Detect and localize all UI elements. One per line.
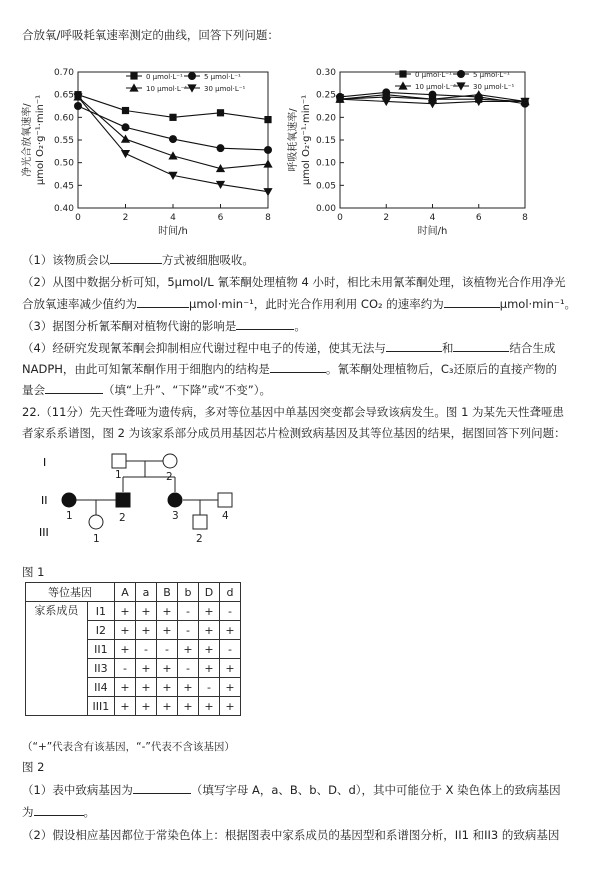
q4-text-d: NADPH，由此可知氰苯酮作用于细胞内的结构是 [22, 362, 270, 376]
q1-text-a: （1）该物质会以 [22, 253, 110, 267]
gene-cell: + [157, 697, 178, 716]
q3-text-a: （3）据图分析氰苯酮对植物代谢的影响是 [22, 319, 237, 333]
generation-label: II [41, 494, 48, 507]
question-3 [22, 318, 306, 333]
gene-cell: - [220, 640, 241, 659]
column-header: b [178, 583, 199, 602]
gene-cell: - [115, 659, 136, 678]
y-tick-label: 0.45 [53, 181, 74, 192]
x-axis-label: 时间/h [417, 226, 448, 237]
y-tick-label: 0.60 [53, 113, 74, 124]
gene-cell: + [136, 621, 157, 640]
question-1 [22, 252, 254, 267]
x-tick-label: 0 [337, 213, 343, 223]
gene-cell: + [136, 697, 157, 716]
gene-cell: + [199, 640, 220, 659]
x-tick-label: 2 [122, 213, 129, 223]
data-point [169, 135, 177, 143]
y-tick-label: 0.50 [53, 158, 74, 169]
gene-cell: + [178, 697, 199, 716]
y-tick-label: 0.65 [53, 90, 74, 101]
column-header: a [136, 583, 157, 602]
gene-cell: + [115, 602, 136, 621]
member-cell: I2 [87, 621, 114, 640]
q4-text-c: 结合生成 [509, 341, 556, 355]
table-note: （“+”代表含有该基因，“-”代表不含该基因） [22, 741, 235, 753]
q4-text-f: 量会 [22, 383, 45, 397]
question-2-line1: （2）从图中数据分析可知，5μmol/L 氰苯酮处理植物 4 小时，相比未用氰苯酮处理，该植物光合作用净光 [22, 275, 566, 289]
gene-cell: + [220, 678, 241, 697]
data-point [264, 116, 271, 123]
question-4-line3 [22, 382, 271, 397]
male-unaffected [112, 454, 126, 468]
member-cell: I1 [87, 602, 114, 621]
q2-text-b: μmol·min⁻¹，此时光合作用利用 CO₂ 的速率约为 [189, 297, 444, 311]
answer-blank [110, 252, 162, 264]
answer-blank [453, 340, 509, 352]
y-tick-label: 0.40 [53, 204, 74, 214]
gene-cell: - [178, 602, 199, 621]
x-tick-label: 2 [383, 213, 390, 223]
gene-cell: + [157, 659, 178, 678]
gene-cell: - [178, 621, 199, 640]
column-header: D [199, 583, 220, 602]
y-axis-label [286, 95, 312, 185]
female-unaffected [163, 454, 177, 468]
column-header: A [115, 583, 136, 602]
y-axis-label-line2: μmol O₂·g⁻¹·min⁻¹ [301, 94, 312, 186]
member-number: 2 [119, 512, 126, 524]
x-axis-label: 时间/h [158, 226, 188, 237]
female-affected [62, 493, 76, 507]
answer-blank [137, 296, 189, 308]
photosynthesis-chart [18, 52, 283, 242]
gene-cell: + [157, 678, 178, 697]
data-point [263, 159, 272, 167]
gene-cell: + [199, 659, 220, 678]
legend-label: 0 μmol·L⁻¹ [146, 73, 183, 81]
x-tick-label: 0 [75, 213, 81, 223]
x-tick-label: 6 [217, 213, 224, 223]
male-affected [116, 493, 130, 507]
legend-label: 10 μmol·L⁻¹ [146, 85, 188, 93]
gene-cell: + [115, 640, 136, 659]
gene-cell: + [178, 678, 199, 697]
gene-cell: + [199, 697, 220, 716]
question-22-line1: 22.（11分）先天性聋哑为遗传病，多对等位基因中单基因突变都会导致该病发生。图 1 为某先天性聋哑患 [22, 405, 565, 419]
member-number: 2 [196, 533, 203, 545]
data-point [168, 151, 177, 159]
data-point [130, 72, 137, 79]
x-tick-label: 8 [522, 213, 528, 223]
data-point [188, 72, 196, 80]
member-number: 2 [166, 471, 173, 483]
q2-text-c: μmol·min⁻¹。 [499, 297, 577, 311]
question-22-line2: 者家系系谱图，图 2 为该家系部分成员用基因芯片检测致病基因及其等位基因的结果，据图回答下列问题： [22, 426, 566, 440]
answer-blank [444, 296, 500, 308]
question-2-line2 [22, 296, 576, 311]
answer-blank [45, 382, 103, 394]
member-number: 1 [66, 510, 73, 522]
y-axis-label-line1: 净光合放氧速率/ [22, 103, 33, 177]
data-point [263, 188, 272, 196]
member-cell: II3 [87, 659, 114, 678]
member-cell: II1 [87, 640, 114, 659]
pedigree-chart [25, 445, 285, 560]
y-tick-label: 0.20 [315, 113, 336, 124]
table-header-row [26, 583, 241, 602]
data-point [217, 109, 224, 116]
gene-cell: - [199, 678, 220, 697]
x-tick-label: 4 [170, 213, 176, 223]
x-tick-label: 4 [429, 213, 436, 223]
male-unaffected [193, 515, 207, 529]
q22-1-text-c: 为 [22, 805, 34, 819]
q22-1-text-b: （填写字母 A，a、B、b、D、d），其中可能位于 X 染色体上的致病基因 [190, 783, 561, 797]
y-tick-label: 0.25 [315, 90, 336, 101]
x-tick-label: 8 [265, 213, 271, 223]
q22-question-2: （2）假设相应基因都位于常染色体上：根据图表中家系成员的基因型和系谱图分析，II1 和II3 的致病基因 [22, 828, 560, 842]
header-label: 等位基因 [26, 583, 115, 602]
member-cell: II4 [87, 678, 114, 697]
answer-blank [270, 361, 326, 373]
male-unaffected [218, 493, 232, 507]
gene-cell: + [157, 621, 178, 640]
y-axis-label-line1: 呼吸耗氧速率/ [288, 108, 299, 172]
gene-cell: + [136, 659, 157, 678]
q4-text-e: 。氰苯酮处理植物后，C₃还原后的直接产物的 [325, 362, 558, 376]
gene-cell: + [220, 621, 241, 640]
figure-1-caption: 图 1 [22, 565, 45, 579]
gene-cell: + [136, 678, 157, 697]
generation-label: I [43, 456, 47, 469]
gene-cell: - [136, 640, 157, 659]
data-point [74, 102, 82, 110]
gene-cell: + [115, 621, 136, 640]
data-point [264, 146, 272, 154]
member-number: 1 [115, 469, 122, 481]
data-point [217, 144, 225, 152]
q22-1-text-a: （1）表中致病基因为 [22, 783, 133, 797]
q22-1-text-d: 。 [83, 805, 95, 819]
y-tick-label: 0.70 [53, 68, 74, 78]
gene-cell: - [157, 640, 178, 659]
legend-label: 30 μmol·L⁻¹ [473, 83, 515, 91]
data-point [474, 90, 483, 98]
column-header: B [157, 583, 178, 602]
answer-blank [236, 318, 294, 330]
data-point [457, 70, 465, 78]
q4-text-b: 和 [441, 341, 454, 355]
answer-blank [386, 340, 442, 352]
row-group-label: 家系成员 [26, 602, 88, 716]
respiration-chart [290, 52, 550, 242]
legend-label: 5 μmol·L⁻¹ [473, 71, 510, 79]
y-tick-label: 0.15 [315, 136, 336, 146]
data-point [169, 114, 176, 121]
gene-cell: + [199, 602, 220, 621]
data-point [121, 150, 130, 158]
q2-text-a: 合放氧速率减少值约为 [22, 297, 137, 311]
member-cell: III1 [87, 697, 114, 716]
data-point [122, 123, 130, 131]
female-affected [168, 493, 182, 507]
pedigree-lines [76, 461, 218, 515]
q1-text-b: 方式被细胞吸收。 [161, 253, 254, 267]
gene-cell: + [115, 678, 136, 697]
y-axis-label [20, 95, 46, 185]
y-tick-label: 0.30 [315, 68, 336, 78]
gene-cell: + [220, 697, 241, 716]
y-tick-label: 0.55 [53, 136, 74, 146]
gene-cell: + [115, 697, 136, 716]
gene-cell: + [220, 659, 241, 678]
member-number: 3 [172, 510, 179, 522]
gene-cell: + [178, 640, 199, 659]
generation-label: III [39, 526, 49, 539]
column-header: d [220, 583, 241, 602]
intro-text: 合放氧/呼吸耗氧速率测定的曲线，回答下列问题： [22, 28, 279, 42]
figure-2-caption: 图 2 [22, 760, 45, 774]
y-tick-label: 0.00 [315, 204, 336, 214]
question-4-line2 [22, 361, 557, 376]
y-axis-label-line2: μmol O₂·g⁻¹·min⁻¹ [35, 94, 46, 186]
data-point [428, 100, 437, 108]
x-tick-label: 6 [475, 213, 482, 223]
legend-label: 5 μmol·L⁻¹ [204, 73, 241, 81]
legend-label: 30 μmol·L⁻¹ [204, 85, 246, 93]
q4-text-g: （填“上升”、“下降”或“不变”）。 [103, 383, 271, 397]
q22-question-1-line2 [22, 804, 95, 819]
legend-label: 10 μmol·L⁻¹ [415, 83, 457, 91]
gene-cell: + [157, 602, 178, 621]
question-4-line1 [22, 340, 555, 355]
y-tick-label: 0.10 [315, 158, 336, 169]
q4-text-a: （4）经研究发现氰苯酮会抑制相应代谢过程中电子的传递，使其无法与 [22, 341, 386, 355]
gene-cell: + [136, 602, 157, 621]
legend-label: 0 μmol·L⁻¹ [415, 71, 452, 79]
data-point [122, 107, 129, 114]
gene-cell: - [220, 602, 241, 621]
answer-blank [133, 782, 191, 794]
q22-question-1-line1 [22, 782, 561, 797]
answer-blank [34, 804, 84, 816]
data-point [399, 70, 406, 77]
female-unaffected [89, 515, 103, 529]
member-number: 4 [222, 510, 229, 522]
gene-chip-table [25, 582, 241, 716]
q3-text-b: 。 [294, 319, 306, 333]
series-line [78, 106, 268, 150]
table-row [26, 602, 241, 621]
y-tick-label: 0.05 [315, 181, 336, 192]
gene-cell: - [178, 659, 199, 678]
member-number: 1 [93, 533, 100, 545]
gene-cell: + [199, 621, 220, 640]
